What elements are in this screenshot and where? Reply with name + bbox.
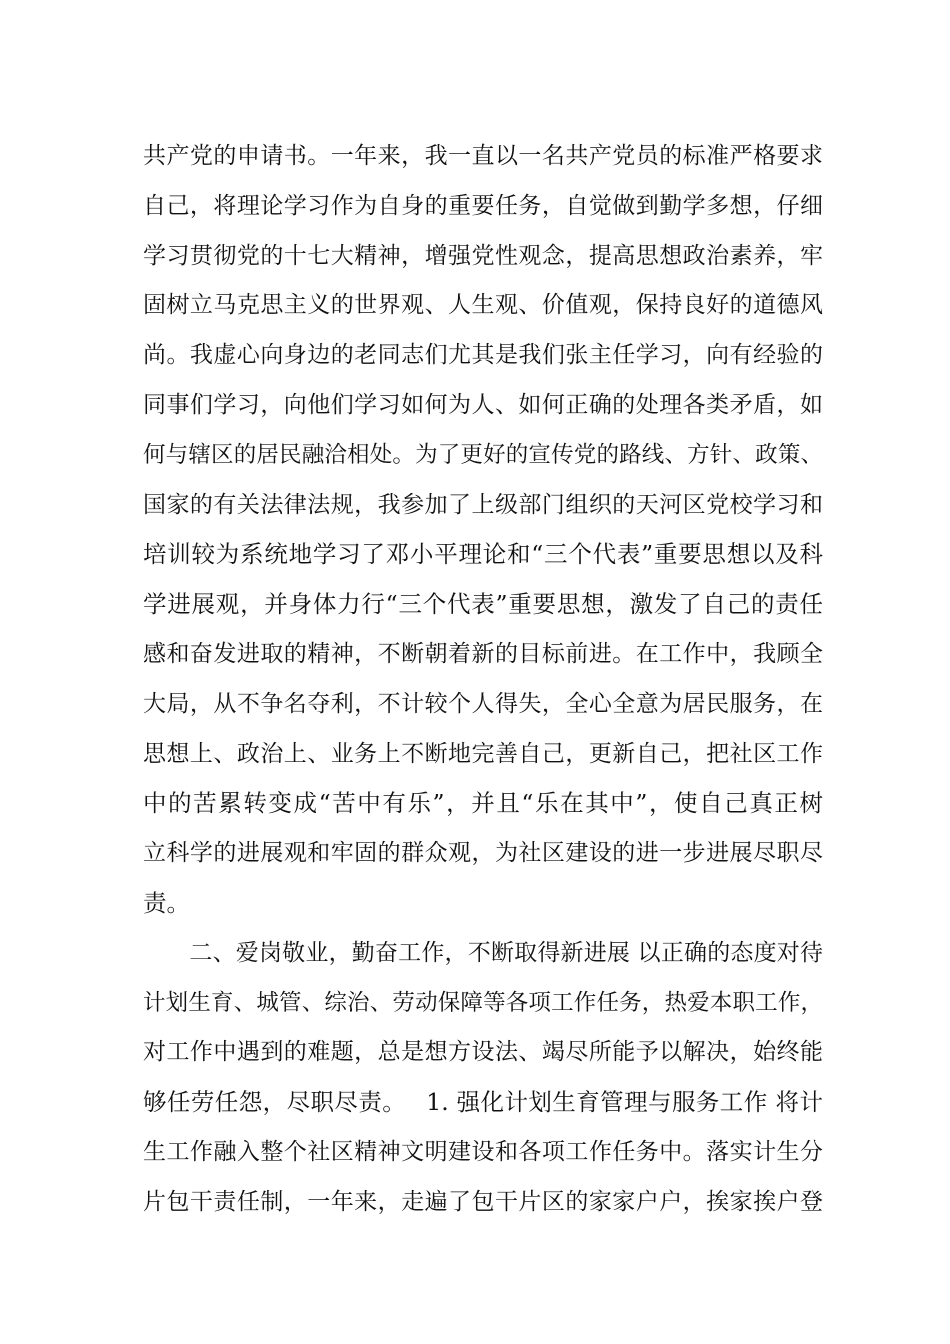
text-line: 国家的有关法律法规，我参加了上级部门组织的天河区党校学习和 [143,491,823,518]
text-line: 共产党的申请书。一年来，我一直以一名共产党员的标准严格要求 [143,143,823,169]
text-line: 感和奋发进取的精神，不断朝着新的目标前进。在工作中，我顾全 [143,640,823,667]
text-line: 培训较为系统地学习了邓小平理论和“三个代表”重要思想以及科 [143,540,823,569]
text-line: 责。 [143,888,190,917]
text-line: 思想上、政治上、业务上不断地完善自己，更新自己，把社区工作 [143,740,823,767]
text-line: 学进展观，并身体力行“三个代表”重要思想，激发了自己的责任 [143,590,823,619]
subsection-heading-line: 够任劳任怨，尽职尽责。 1. 强化计划生育管理与服务工作 将计 [143,1088,823,1117]
text-line: 中的苦累转变成“苦中有乐”，并且“乐在其中”，使自己真正树 [143,789,823,818]
text-line: 尚。我虚心向身边的老同志们尤其是我们张主任学习，向有经验的 [143,342,823,369]
text-line: 计划生育、城管、综治、劳动保障等各项工作任务，热爱本职工作， [143,989,823,1016]
text-line: 固树立马克思主义的世界观、人生观、价值观，保持良好的道德风 [143,292,823,319]
text-line: 何与辖区的居民融洽相处。为了更好的宣传党的路线、方针、政策、 [143,441,823,468]
text-line: 学习贯彻党的十七大精神，增强党性观念，提高思想政治素养，牢 [143,242,823,269]
text-line: 立科学的进展观和牢固的群众观，为社区建设的进一步进展尽职尽 [143,840,823,867]
section-heading-line: 二、爱岗敬业，勤奋工作，不断取得新进展 以正确的态度对待 [143,939,823,966]
text-line: 片包干责任制，一年来，走遍了包干片区的家家户户，挨家挨户登 [143,1188,823,1215]
text-line: 自己，将理论学习作为自身的重要任务，自觉做到勤学多想，仔细 [143,192,823,219]
text-line: 生工作融入整个社区精神文明建设和各项工作任务中。落实计生分 [143,1138,823,1165]
text-line: 对工作中遇到的难题，总是想方设法、竭尽所能予以解决，始终能 [143,1039,823,1066]
body-text [143,132,823,1228]
text-line: 大局，从不争名夺利，不计较个人得失，全心全意为居民服务，在 [143,690,823,717]
text-line: 同事们学习，向他们学习如何为人、如何正确的处理各类矛盾，如 [143,391,823,418]
